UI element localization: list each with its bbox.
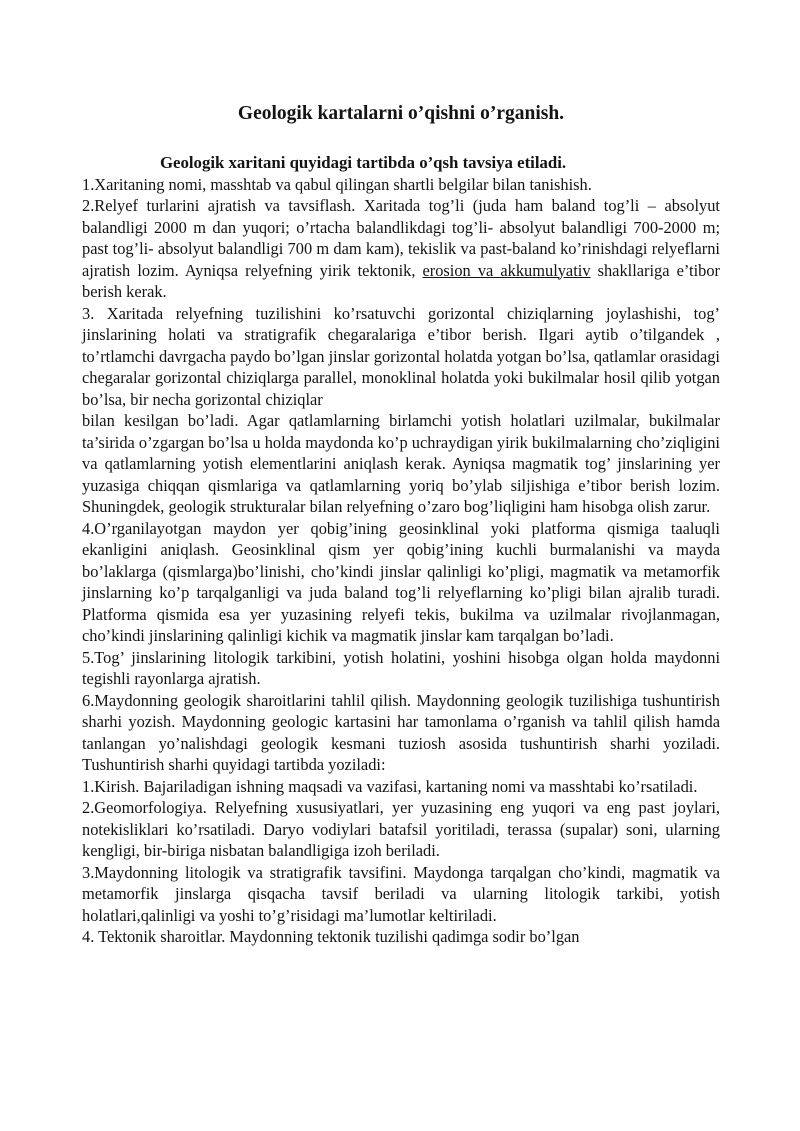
- subitem-2-geomorfologiya: 2.Geomorfologiya. Relyefning xususiyatlari, yer yuzasining eng yuqori va eng past joylari, notekisliklari ko’rsatiladi. Daryo vodiylari batafsil yoritiladi, terassa (supalar) soni, ularning kengligi, bir-biriga nisbatan balandligiga izoh beriladi.: [82, 798, 720, 860]
- paragraph-item-6: 6.Maydonning geologik sharoitlarini tahlil qilish. Maydonning geologik tuzilishiga tushuntirish sharhi yozish. Maydonning geologic kartasini har tamonlama o’rganish va tahlil qilish hamda tanlangan yo’nalishdagi geologik kesmani tuziosh asosida tushuntirish sharhi yoziladi. Tushuntirish sharhi quyidagi tartibda yoziladi:: [82, 690, 720, 774]
- subitem-1-kirish: 1.Kirish. Bajariladigan ishning maqsadi va vazifasi, kartaning nomi va masshtabi ko’rsatiladi.: [82, 776, 698, 796]
- paragraph-item-2-text-after: shakllariga e’tibor berish kerak.: [82, 260, 720, 301]
- paragraph-item-3-part-2: bilan kesilgan bo’ladi. Agar qatlamlarning birlamchi yotish holatlari uzilmalar, bukilmalar ta’sirida o’zgargan bo’lsa u holda maydonda ko’p uchraydigan yirik bukilmalarning cho’ziqligini va qatlamlarning yotish elementlarini aniqlash kerak. Ayniqsa magmatik tog’ jinslarining yer yuzasiga chiqqan qismlariga va qatlamlarning yoriq bo’ylab siljishiga e’tibor berish lozim. Shuningdek, geologik strukturalar bilan relyefning o’zaro bog’liqligini ham hisobga olish zarur.: [82, 411, 720, 516]
- subitem-3-litologik-stratigrafik: 3.Maydonning litologik va stratigrafik tavsifini. Maydonga tarqalgan cho’kindi, magmatik va metamorfik jinslarga qisqacha tavsif beriladi va ularning litologik tarkibi, yotish holatlari,qalinligi va yoshi to’g’risidagi ma’lumotlar keltiriladi.: [82, 862, 720, 925]
- document-subtitle: Geologik xaritani quyidagi tartibda o’qsh tavsiya etiladi.: [160, 153, 567, 172]
- paragraph-item-3-part-1: 3. Xaritada relyefning tuzilishini ko’rsatuvchi gorizontal chiziqlarning joylashishi, tog’ jinslarining holati va stratigrafik chegaralariga e’tibor berish. Ilgari aytib o’tilgandek , to’rtlamchi davrgacha paydo bo’lgan jinslar gorizontal holatda yotgan bo’lsa, qatlamlar orasidagi chegaralar gorizontal chiziqlarga parallel, monoklinal holatda yoki bukilmalar hosil qilib yotgan bo’lsa, bir necha gorizontal chiziqlar: [82, 303, 720, 409]
- document-title: Geologik kartalarni o’qishni o’rganish.: [237, 103, 565, 124]
- subitem-4-tektonik-sharoitlar: 4. Tektonik sharoitlar. Maydonning tektonik tuzilishi qadimga sodir bo’lgan: [82, 927, 580, 946]
- paragraph-item-2-underlined-text: erosion va akkumulyativ: [422, 260, 591, 280]
- paragraph-item-2: [82, 195, 720, 303]
- paragraph-item-5: 5.Tog’ jinslarining litologik tarkibini, yotish holatini, yoshini hisobga olgan holda maydonni tegishli rayonlarga ajratish.: [82, 647, 720, 688]
- paragraph-item-2-text-before: 2.Relyef turlarini ajratish va tavsiflash. Xaritada tog’li (juda ham baland tog’li – absolyut balandligi 2000 m dan yuqori; o’rtacha balandlikdagi tog’li- absolyut balandligi 700-2000 m; past tog’li- absolyut balandligi 700 m dam kam), tekislik va past-baland ko’rinishdagi relyeflarni ajratish lozim. Ayniqsa relyefning yirik tektonik,: [82, 196, 720, 280]
- paragraph-item-4: 4.O’rganilayotgan maydon yer qobig’ining geosinklinal yoki platforma qismiga taaluqli ekanligini aniqlash. Geosinklinal qism yer qobig’ining kuchli burmalanishi va mayda bo’laklarga (qismlarga)bo’linishi, cho’kindi jinslar qalinligi ko’pligi, magmatik va metamorfik jinslarning ko’p tarqalganligi va juda baland tog’li relyeflarning ko’pligi bilan ajralib turadi. Platforma qismida esa yer yuzasining relyefi tekis, bukilma va uzilmalar rivojlanmagan, cho’kindi jinslarining qalinligi kichik va magmatik jinslar kam tarqalgan bo’ladi.: [82, 518, 720, 645]
- paragraph-item-1: 1.Xaritaning nomi, masshtab va qabul qilingan shartli belgilar bilan tanishish.: [82, 174, 592, 194]
